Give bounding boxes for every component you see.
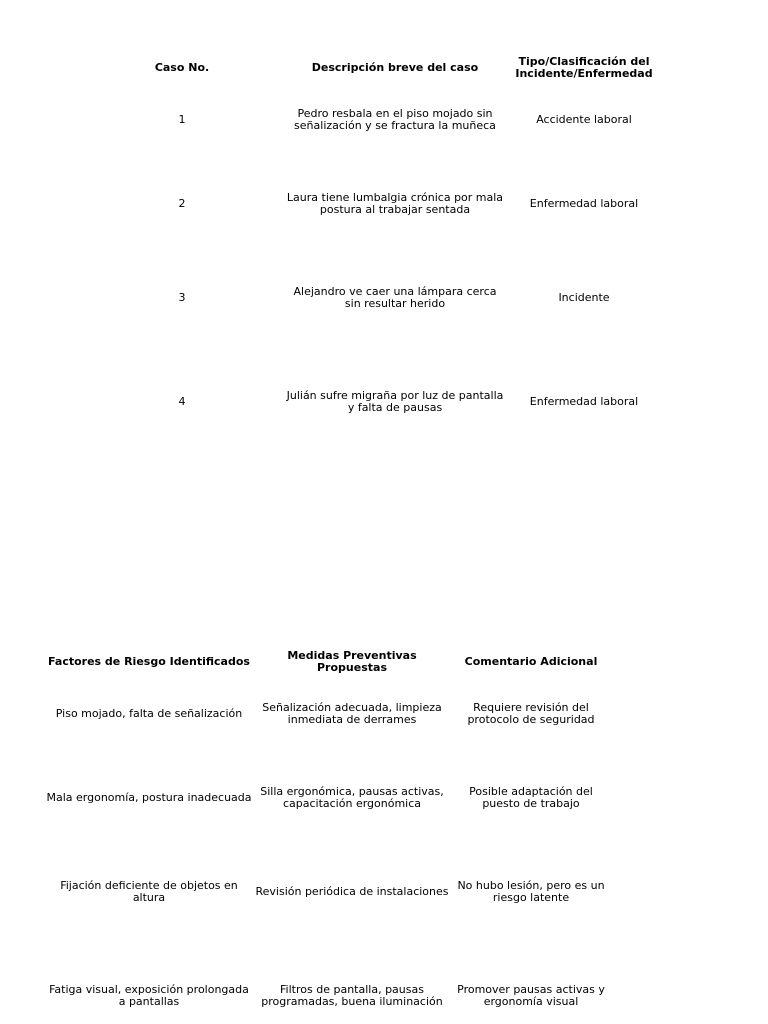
case-classification: Accidente laboral [536, 113, 632, 126]
case-number: 4 [178, 395, 186, 408]
risk-factors-cell: Fatiga visual, exposición prolongada a pantallas [49, 983, 249, 1008]
header-preventive-measures: Medidas Preventivas Propuestas [287, 649, 417, 674]
comment-cell: Requiere revisión del protocolo de seguridad [467, 701, 595, 726]
case-number: 2 [178, 197, 186, 210]
case-description: Julián sufre migraña por luz de pantalla y falta de pausas [286, 389, 504, 414]
comment-cell: No hubo lesión, pero es un riesgo latente [457, 879, 605, 904]
case-description: Alejandro ve caer una lámpara cerca sin resultar herido [293, 285, 497, 310]
header-risk-factors: Factores de Riesgo Identificados [48, 655, 250, 668]
case-classification: Enfermedad laboral [529, 197, 639, 210]
comment-cell: Promover pausas activas y ergonomía visual [457, 983, 605, 1008]
case-description: Laura tiene lumbalgia crónica por mala postura al trabajar sentada [286, 191, 504, 216]
comment-cell: Posible adaptación del puesto de trabajo [469, 785, 593, 810]
preventive-measures-cell: Filtros de pantalla, pausas programadas, buena iluminación [261, 983, 443, 1008]
case-description: Pedro resbala en el piso mojado sin señalización y se fractura la muñeca [294, 107, 496, 132]
header-classification: Tipo/Clasificación del Incidente/Enfermedad [515, 55, 653, 80]
header-case-no: Caso No. [154, 61, 210, 74]
header-description: Descripción breve del caso [311, 61, 479, 74]
preventive-measures-cell: Señalización adecuada, limpieza inmediata de derrames [262, 701, 442, 726]
risk-factors-cell: Fijación deficiente de objetos en altura [60, 879, 238, 904]
case-classification: Incidente [558, 291, 610, 304]
risk-factors-cell: Piso mojado, falta de señalización [55, 707, 243, 720]
case-number: 3 [178, 291, 186, 304]
case-number: 1 [178, 113, 186, 126]
case-classification: Enfermedad laboral [529, 395, 639, 408]
preventive-measures-cell: Silla ergonómica, pausas activas, capacitación ergonómica [260, 785, 444, 810]
header-comment: Comentario Adicional [464, 655, 598, 668]
risk-factors-cell: Mala ergonomía, postura inadecuada [46, 791, 252, 804]
preventive-measures-cell: Revisión periódica de instalaciones [255, 885, 449, 898]
